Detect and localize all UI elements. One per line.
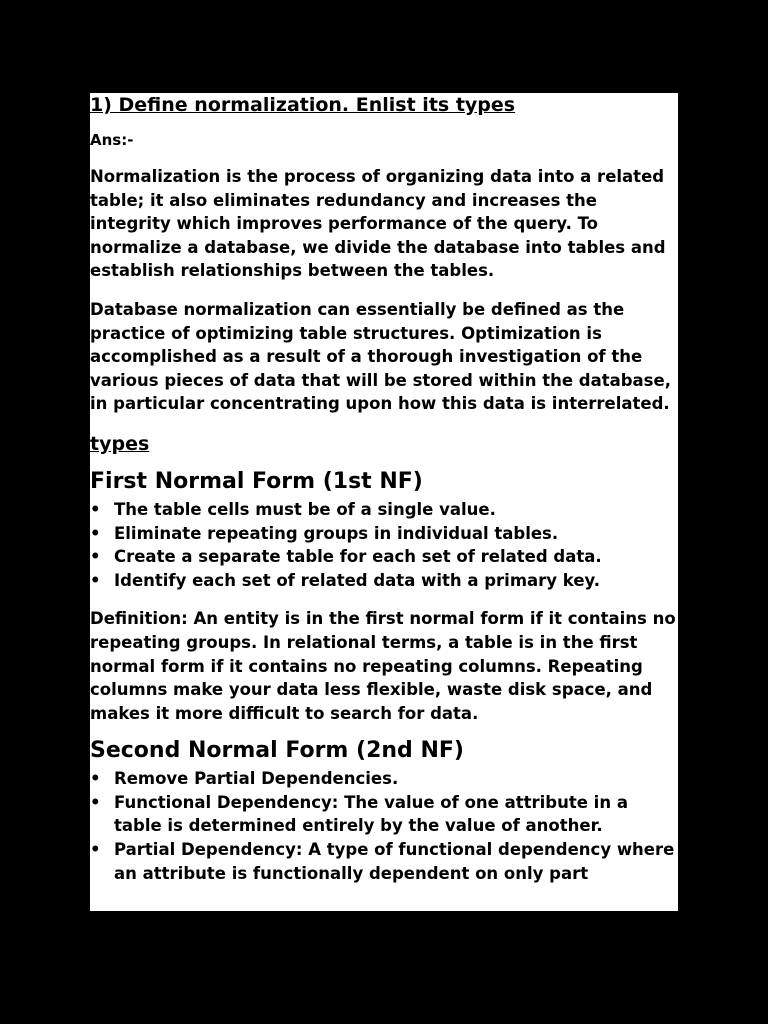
list-item-text: Identify each set of related data with a primary key. bbox=[114, 570, 601, 590]
bullet-icon: • bbox=[90, 499, 101, 519]
types-label: types bbox=[90, 432, 150, 455]
paragraph-definition: Normalization is the process of organizing data into a related table; it also eliminates redundancy and increases the integrity which improves performance of the query. To normalize a database, we divide the database into tables and establish relationships between the tables. bbox=[90, 167, 666, 281]
bullet-icon: • bbox=[90, 570, 101, 590]
paragraph-optimization: Database normalization can essentially be defined as the practice of optimizing table structures. Optimization is accomplished as a result of a thorough investigation of the various pieces of data that will be stored within the database, in particular concentrating upon how this data is interrelated. bbox=[90, 299, 671, 414]
list-item bbox=[90, 838, 678, 885]
question-title: 1) Define normalization. Enlist its types bbox=[90, 94, 516, 116]
first-nf-heading: First Normal Form (1st NF) bbox=[90, 468, 423, 494]
document-page bbox=[90, 93, 678, 911]
list-item bbox=[90, 545, 678, 569]
bullet-icon: • bbox=[90, 547, 101, 567]
list-item-text: Partial Dependency: A type of functional dependency where an attribute is functionally dependent on only part bbox=[114, 840, 675, 883]
list-item bbox=[90, 569, 678, 593]
bullet-icon: • bbox=[90, 840, 101, 860]
list-item-text: Eliminate repeating groups in individual tables. bbox=[114, 523, 559, 543]
bullet-icon: • bbox=[90, 792, 101, 812]
list-item bbox=[90, 791, 678, 838]
list-item-text: The table cells must be of a single value. bbox=[114, 499, 496, 519]
first-nf-definition: Definition: An entity is in the first normal form if it contains no repeating groups. In relational terms, a table is in the first normal form if it contains no repeating columns. Repeating columns make your data less flexible, waste disk space, and makes it more difficult to search for data. bbox=[90, 609, 676, 723]
list-item bbox=[90, 767, 678, 791]
list-item-text: Remove Partial Dependencies. bbox=[114, 769, 399, 789]
bullet-icon: • bbox=[90, 523, 101, 543]
first-nf-list bbox=[90, 498, 678, 592]
second-nf-list bbox=[90, 767, 678, 885]
list-item-text: Functional Dependency: The value of one attribute in a table is determined entirely by the value of another. bbox=[114, 792, 628, 836]
list-item bbox=[90, 498, 678, 522]
list-item-text: Create a separate table for each set of related data. bbox=[114, 547, 602, 567]
list-item bbox=[90, 522, 678, 546]
answer-label: Ans:- bbox=[90, 131, 134, 149]
document-content bbox=[90, 93, 678, 885]
bullet-icon: • bbox=[90, 769, 101, 789]
second-nf-heading: Second Normal Form (2nd NF) bbox=[90, 738, 464, 764]
